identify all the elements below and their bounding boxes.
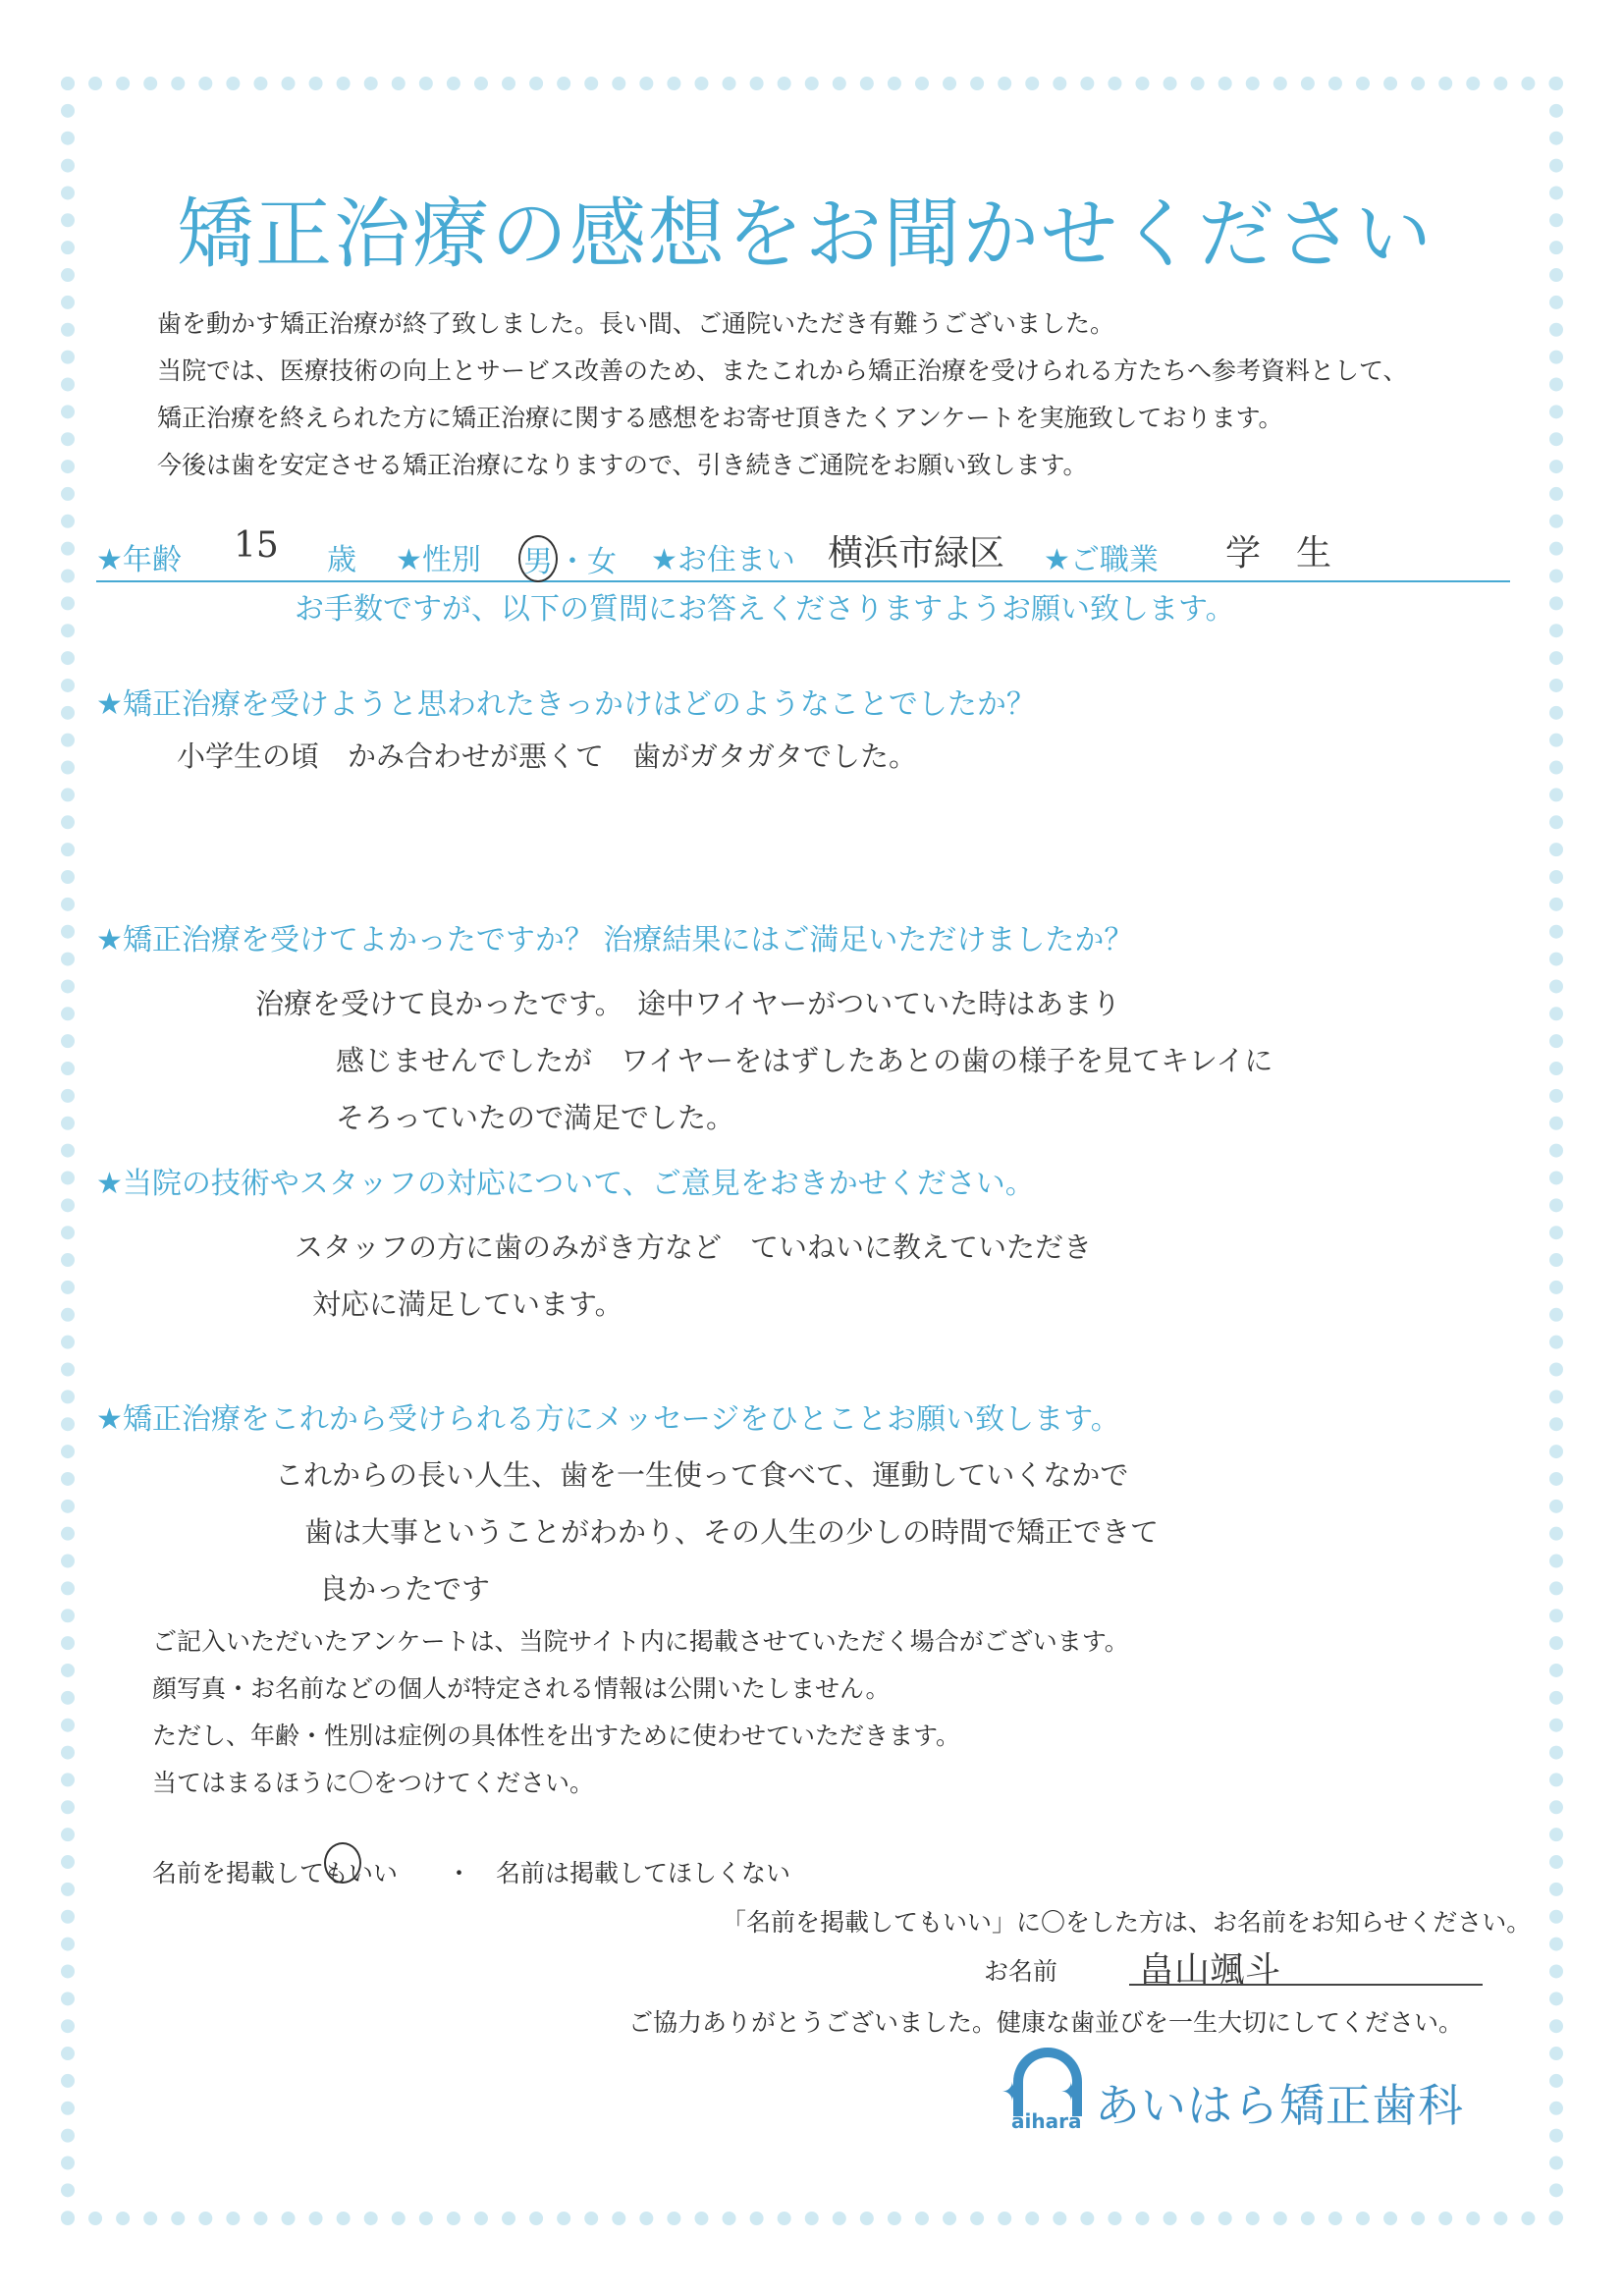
answer-1-line-1: 小学生の頃 かみ合わせが悪くて 歯がガタガタでした。 — [177, 739, 918, 773]
clinic-sub-logo: aihara — [1011, 2109, 1082, 2133]
question-2: ★矯正治療を受けてよかったですか？ 治療結果にはご満足いただけましたか？ — [96, 923, 1134, 957]
age-value[interactable]: 15 — [234, 525, 279, 566]
thanks-text: ご協力ありがとうございました。健康な歯並びを一生大切にしてください。 — [628, 2008, 1464, 2037]
gender-label: ★性別 — [396, 543, 481, 577]
answer-4-line-1: これからの長い人生、歯を一生使って食べて、運動していくなかで — [275, 1458, 1129, 1492]
consent-yes-circle-mark — [324, 1842, 361, 1884]
profile-fields-row — [96, 525, 1510, 582]
answer-4-line-3: 良かったです — [319, 1572, 491, 1606]
consent-no-option[interactable]: 名前は掲載してほしくない — [496, 1859, 791, 1887]
question-4: ★矯正治療をこれから受けられる方にメッセージをひとことお願い致します。 — [96, 1402, 1120, 1437]
answer-3-line-2: 対応に満足しています。 — [312, 1287, 623, 1321]
note-line-4: 当てはまるほうに〇をつけてください。 — [152, 1769, 595, 1797]
request-text: お手数ですが、以下の質問にお答えくださりますようお願い致します。 — [295, 592, 1235, 627]
address-label: ★お住まい — [651, 543, 795, 577]
clinic-name: あいはら矯正歯科 — [1095, 2079, 1464, 2132]
answer-2-line-1: 治療を受けて良かったです。 途中ワイヤーがついていた時はあまり — [255, 987, 1121, 1020]
job-value[interactable]: 学 生 — [1225, 533, 1332, 574]
consent-separator: ・ — [447, 1859, 472, 1887]
age-unit: 歳 — [327, 543, 356, 577]
intro-line-1: 歯を動かす矯正治療が終了致しました。長い間、ご通院いただき有難うございました。 — [157, 309, 1115, 338]
consent-yes-option[interactable]: 名前を掲載してもいい — [152, 1859, 399, 1887]
note-line-2: 顔写真・お名前などの個人が特定される情報は公開いたしません。 — [152, 1674, 891, 1703]
star-icon: ✦ — [1001, 2078, 1023, 2107]
star-icon: ✦ — [1060, 2078, 1082, 2107]
name-underline — [1129, 1984, 1483, 1986]
gender-options — [518, 535, 617, 582]
name-instruction: 「名前を掲載してもいい」に〇をした方は、お名前をお知らせください。 — [722, 1908, 1532, 1937]
intro-line-2: 当院では、医療技術の向上とサービス改善のため、またこれから矯正治療を受けられる方たちへ参考資料として、 — [157, 356, 1408, 385]
answer-3-line-1: スタッフの方に歯のみがき方など ていねいに教えていただき — [295, 1230, 1093, 1264]
question-3: ★当院の技術やスタッフの対応について、ご意見をおきかせください。 — [96, 1167, 1035, 1201]
answer-4-line-2: 歯は大事ということがわかり、その人生の少しの時間で矯正できて — [304, 1515, 1160, 1549]
intro-line-3: 矯正治療を終えられた方に矯正治療に関する感想をお寄せ頂きたくアンケートを実施致しております。 — [157, 404, 1283, 432]
question-1: ★矯正治療を受けようと思われたきっかけはどのようなことでしたか？ — [96, 687, 1036, 722]
name-label: お名前 — [984, 1957, 1058, 1986]
answer-2-line-2: 感じませんでしたが ワイヤーをはずしたあとの歯の様子を見てキレイに — [336, 1044, 1273, 1077]
page-title: 矯正治療の感想をお聞かせください — [177, 191, 1435, 279]
gender-separator: ・ — [558, 545, 587, 579]
job-label: ★ご職業 — [1044, 543, 1159, 577]
answer-2-line-3: そろっていたので満足でした。 — [336, 1101, 735, 1134]
address-value[interactable]: 横浜市緑区 — [828, 533, 1005, 574]
age-label: ★年齢 — [96, 543, 182, 577]
gender-male-circled[interactable]: 男 — [518, 535, 558, 582]
note-line-1: ご記入いただいたアンケートは、当院サイト内に掲載させていただく場合がございます。 — [152, 1627, 1129, 1656]
gender-female[interactable]: 女 — [587, 545, 617, 579]
note-line-3: ただし、年齢・性別は症例の具体性を出すために使わせていただきます。 — [152, 1722, 961, 1750]
name-value[interactable]: 畠山颯斗 — [1139, 1950, 1281, 1991]
intro-line-4: 今後は歯を安定させる矯正治療になりますので、引き続きご通院をお願い致します。 — [157, 451, 1088, 479]
